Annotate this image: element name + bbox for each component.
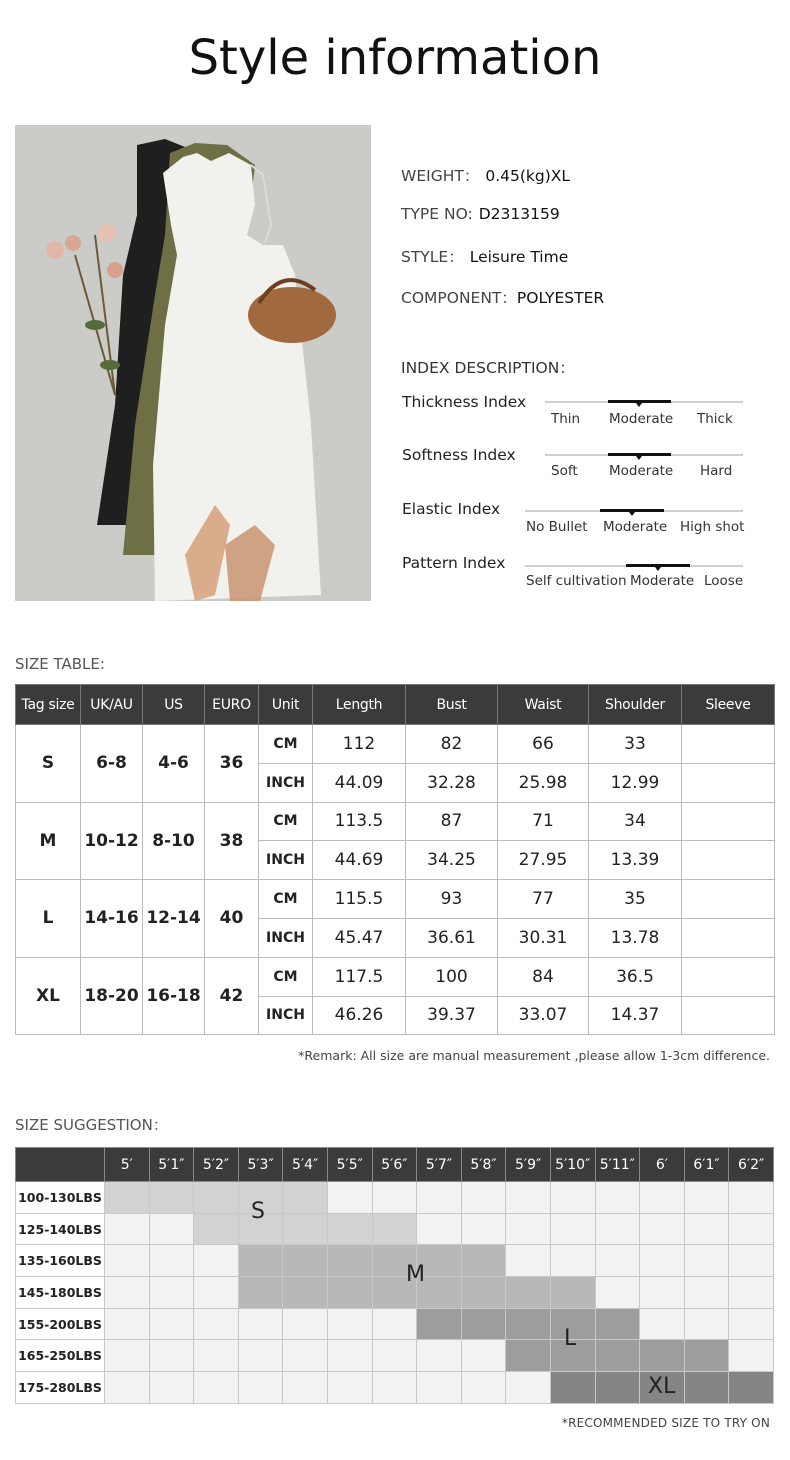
- col-shoulder: Shoulder: [589, 685, 682, 725]
- grid-cell: [729, 1308, 774, 1340]
- grid-cell: [506, 1213, 551, 1245]
- thickness-option-thick: Thick: [697, 411, 733, 427]
- page-title: Style information: [188, 30, 602, 86]
- spec-type-value: D2313159: [478, 205, 560, 223]
- height-col-header: 5′6″: [372, 1148, 417, 1182]
- height-col-header: 5′8″: [461, 1148, 506, 1182]
- col-uk-au: UK/AU: [81, 685, 143, 725]
- grid-cell: [105, 1277, 150, 1309]
- grid-cell: [194, 1340, 239, 1372]
- spec-component: [401, 286, 604, 308]
- bust-cell: 100: [406, 957, 498, 996]
- grid-cell: [640, 1277, 685, 1309]
- grid-cell: [417, 1340, 462, 1372]
- tag-size-cell: M: [16, 802, 81, 880]
- grid-cell: [283, 1340, 328, 1372]
- bust-cell: 93: [406, 880, 498, 919]
- grid-cell: [461, 1372, 506, 1404]
- table-row: [16, 802, 775, 841]
- weight-row-header: 175-280LBS: [16, 1372, 105, 1404]
- grid-cell: [417, 1182, 462, 1214]
- unit-cell: CM: [259, 880, 313, 919]
- length-cell: 113.5: [313, 802, 406, 841]
- grid-cell-s: [194, 1182, 239, 1214]
- softness-option-hard: Hard: [700, 463, 733, 479]
- grid-cell: [327, 1340, 372, 1372]
- col-us: US: [143, 685, 205, 725]
- grid-cell: [105, 1340, 150, 1372]
- grid-cell-s: [283, 1182, 328, 1214]
- softness-index-label: Softness Index: [402, 446, 516, 464]
- grid-cell-l: [595, 1308, 640, 1340]
- table-row: [16, 1245, 774, 1277]
- bust-cell: 32.28: [406, 763, 498, 802]
- grid-cell-xl: [729, 1372, 774, 1404]
- grid-cell-s: [327, 1213, 372, 1245]
- shoulder-cell: 12.99: [589, 763, 682, 802]
- spec-weight-value: 0.45(kg)XL: [485, 167, 571, 185]
- grid-cell: [194, 1245, 239, 1277]
- height-col-header: 5′11″: [595, 1148, 640, 1182]
- grid-cell-l: [595, 1340, 640, 1372]
- grid-cell-m: [327, 1245, 372, 1277]
- spec-type-key: TYPE NO:: [401, 205, 473, 223]
- waist-cell: 25.98: [498, 763, 589, 802]
- shoulder-cell: 13.39: [589, 841, 682, 880]
- waist-cell: 30.31: [498, 918, 589, 957]
- col-tag-size: Tag size: [16, 685, 81, 725]
- grid-cell-m: [327, 1277, 372, 1309]
- grid-cell: [640, 1308, 685, 1340]
- grid-cell: [283, 1308, 328, 1340]
- grid-cell: [640, 1213, 685, 1245]
- sleeve-cell: [682, 802, 775, 841]
- grid-cell: [550, 1182, 595, 1214]
- spec-style: [401, 245, 568, 267]
- grid-cell-s: [105, 1182, 150, 1214]
- grid-cell: [105, 1308, 150, 1340]
- euro-cell: 40: [205, 880, 259, 958]
- us-cell: 16-18: [143, 957, 205, 1035]
- pattern-option-moderate: Moderate: [630, 573, 695, 589]
- table-row: [16, 880, 775, 919]
- euro-cell: 36: [205, 725, 259, 803]
- grid-cell: [105, 1245, 150, 1277]
- grid-cell: [729, 1277, 774, 1309]
- grid-cell: [372, 1372, 417, 1404]
- length-cell: 112: [313, 725, 406, 764]
- height-col-header: 6′2″: [729, 1148, 774, 1182]
- grid-cell: [372, 1308, 417, 1340]
- grid-cell-xl: [595, 1372, 640, 1404]
- table-row: [16, 957, 775, 996]
- weight-row-header: 145-180LBS: [16, 1277, 105, 1309]
- grid-cell: [194, 1277, 239, 1309]
- grid-cell: [640, 1182, 685, 1214]
- product-photo: [15, 125, 371, 601]
- waist-cell: 77: [498, 880, 589, 919]
- height-header-row: [16, 1148, 774, 1182]
- height-col-header: 5′2″: [194, 1148, 239, 1182]
- grid-cell: [595, 1277, 640, 1309]
- softness-option-moderate: Moderate: [609, 463, 674, 479]
- euro-cell: 42: [205, 957, 259, 1035]
- bust-cell: 36.61: [406, 918, 498, 957]
- us-cell: 4-6: [143, 725, 205, 803]
- height-col-header: 5′1″: [149, 1148, 194, 1182]
- col-euro: EURO: [205, 685, 259, 725]
- height-col-header: 5′7″: [417, 1148, 462, 1182]
- grid-cell-l: [461, 1308, 506, 1340]
- grid-cell-l: [506, 1340, 551, 1372]
- thickness-index-marker: [636, 403, 642, 407]
- grid-cell: [729, 1182, 774, 1214]
- sleeve-cell: [682, 996, 775, 1035]
- size-table-heading: SIZE TABLE:: [15, 655, 105, 673]
- table-row: [16, 725, 775, 764]
- length-cell: 45.47: [313, 918, 406, 957]
- elastic-option-high-shot: High shot: [680, 519, 745, 535]
- shoulder-cell: 13.78: [589, 918, 682, 957]
- shoulder-cell: 35: [589, 880, 682, 919]
- grid-cell-l: [684, 1340, 729, 1372]
- table-row: [16, 1308, 774, 1340]
- grid-cell-m: [238, 1245, 283, 1277]
- pattern-index-label: Pattern Index: [402, 554, 506, 572]
- elastic-option-moderate: Moderate: [603, 519, 668, 535]
- grid-cell: [640, 1245, 685, 1277]
- corner-cell: [16, 1148, 105, 1182]
- zone-label-l: L: [564, 1326, 577, 1351]
- table-row: [16, 1213, 774, 1245]
- grid-cell: [461, 1182, 506, 1214]
- table-row: [16, 1182, 774, 1214]
- shoulder-cell: 36.5: [589, 957, 682, 996]
- zone-label-xl: XL: [648, 1374, 676, 1399]
- grid-cell: [684, 1182, 729, 1214]
- uk-au-cell: 14-16: [81, 880, 143, 958]
- thickness-option-moderate: Moderate: [609, 411, 674, 427]
- sleeve-cell: [682, 880, 775, 919]
- pattern-index-marker: [655, 567, 661, 571]
- zone-label-m: M: [406, 1262, 425, 1287]
- weight-row-header: 125-140LBS: [16, 1213, 105, 1245]
- grid-cell: [238, 1372, 283, 1404]
- recommended-note: *RECOMMENDED SIZE TO TRY ON: [561, 1416, 770, 1430]
- bust-cell: 34.25: [406, 841, 498, 880]
- weight-row-header: 155-200LBS: [16, 1308, 105, 1340]
- grid-cell-l: [640, 1340, 685, 1372]
- grid-cell-s: [194, 1213, 239, 1245]
- grid-cell: [595, 1245, 640, 1277]
- index-description-heading: INDEX DESCRIPTION：: [401, 359, 575, 377]
- size-suggestion-heading: SIZE SUGGESTION：: [15, 1116, 168, 1134]
- weight-row-header: 135-160LBS: [16, 1245, 105, 1277]
- thickness-index-label: Thickness Index: [402, 393, 527, 411]
- unit-cell: INCH: [259, 763, 313, 802]
- dress-illustration: [15, 125, 371, 601]
- height-col-header: 5′: [105, 1148, 150, 1182]
- grid-cell: [372, 1182, 417, 1214]
- col-sleeve: Sleeve: [682, 685, 775, 725]
- grid-cell-m: [283, 1277, 328, 1309]
- grid-cell-m: [506, 1277, 551, 1309]
- grid-cell: [595, 1213, 640, 1245]
- grid-cell: [417, 1213, 462, 1245]
- grid-cell: [283, 1372, 328, 1404]
- size-table-header-row: [16, 685, 775, 725]
- unit-cell: INCH: [259, 996, 313, 1035]
- sleeve-cell: [682, 918, 775, 957]
- grid-cell: [684, 1245, 729, 1277]
- grid-cell: [105, 1372, 150, 1404]
- size-suggestion-table: [15, 1147, 774, 1404]
- grid-cell: [327, 1372, 372, 1404]
- softness-option-soft: Soft: [551, 463, 578, 479]
- grid-cell: [194, 1372, 239, 1404]
- bust-cell: 39.37: [406, 996, 498, 1035]
- grid-cell: [238, 1340, 283, 1372]
- grid-cell: [684, 1308, 729, 1340]
- pattern-option-self-cultivation: Self cultivation: [526, 573, 627, 589]
- grid-cell-m: [238, 1277, 283, 1309]
- elastic-index-label: Elastic Index: [402, 500, 501, 518]
- pattern-option-loose: Loose: [704, 573, 744, 589]
- zone-label-s: S: [251, 1199, 265, 1224]
- col-bust: Bust: [406, 685, 498, 725]
- length-cell: 115.5: [313, 880, 406, 919]
- shoulder-cell: 14.37: [589, 996, 682, 1035]
- height-col-header: 5′4″: [283, 1148, 328, 1182]
- grid-cell: [194, 1308, 239, 1340]
- unit-cell: CM: [259, 957, 313, 996]
- grid-cell: [461, 1340, 506, 1372]
- waist-cell: 71: [498, 802, 589, 841]
- grid-cell-s: [372, 1213, 417, 1245]
- shoulder-cell: 34: [589, 802, 682, 841]
- unit-cell: CM: [259, 725, 313, 764]
- grid-cell: [149, 1213, 194, 1245]
- height-col-header: 5′10″: [550, 1148, 595, 1182]
- spec-style-value: Leisure Time: [469, 248, 569, 266]
- table-row: [16, 1277, 774, 1309]
- spec-weight: [401, 164, 570, 186]
- tag-size-cell: S: [16, 725, 81, 803]
- grid-cell: [372, 1340, 417, 1372]
- grid-cell: [105, 1213, 150, 1245]
- sleeve-cell: [682, 725, 775, 764]
- size-table: [15, 684, 775, 1035]
- waist-cell: 33.07: [498, 996, 589, 1035]
- grid-cell-l: [506, 1308, 551, 1340]
- height-col-header: 5′3″: [238, 1148, 283, 1182]
- grid-cell-l: [417, 1308, 462, 1340]
- grid-cell: [506, 1182, 551, 1214]
- tag-size-cell: L: [16, 880, 81, 958]
- grid-cell: [461, 1213, 506, 1245]
- weight-row-header: 100-130LBS: [16, 1182, 105, 1214]
- elastic-index-marker: [629, 512, 635, 516]
- grid-cell: [506, 1372, 551, 1404]
- sleeve-cell: [682, 957, 775, 996]
- sleeve-cell: [682, 841, 775, 880]
- grid-cell: [327, 1182, 372, 1214]
- length-cell: 117.5: [313, 957, 406, 996]
- unit-cell: INCH: [259, 918, 313, 957]
- height-col-header: 6′: [640, 1148, 685, 1182]
- length-cell: 44.69: [313, 841, 406, 880]
- grid-cell: [327, 1308, 372, 1340]
- height-col-header: 6′1″: [684, 1148, 729, 1182]
- grid-cell: [684, 1213, 729, 1245]
- grid-cell: [149, 1308, 194, 1340]
- grid-cell: [729, 1245, 774, 1277]
- grid-cell-m: [461, 1245, 506, 1277]
- uk-au-cell: 6-8: [81, 725, 143, 803]
- spec-component-key: COMPONENT：: [401, 289, 517, 307]
- grid-cell: [729, 1340, 774, 1372]
- grid-cell: [149, 1245, 194, 1277]
- spec-component-value: POLYESTER: [516, 289, 605, 307]
- table-row: [16, 1340, 774, 1372]
- grid-cell: [149, 1372, 194, 1404]
- height-col-header: 5′9″: [506, 1148, 551, 1182]
- bust-cell: 82: [406, 725, 498, 764]
- grid-cell-m: [461, 1277, 506, 1309]
- size-table-remark: *Remark: All size are manual measurement ,please allow 1-3cm difference.: [298, 1048, 770, 1063]
- unit-cell: CM: [259, 802, 313, 841]
- uk-au-cell: 10-12: [81, 802, 143, 880]
- uk-au-cell: 18-20: [81, 957, 143, 1035]
- length-cell: 44.09: [313, 763, 406, 802]
- softness-index-marker: [636, 456, 642, 460]
- grid-cell-xl: [684, 1372, 729, 1404]
- grid-cell: [684, 1277, 729, 1309]
- shoulder-cell: 33: [589, 725, 682, 764]
- waist-cell: 66: [498, 725, 589, 764]
- spec-style-key: STYLE：: [401, 248, 464, 266]
- grid-cell: [149, 1277, 194, 1309]
- grid-cell-m: [283, 1245, 328, 1277]
- grid-cell: [550, 1245, 595, 1277]
- grid-cell: [417, 1372, 462, 1404]
- grid-cell: [550, 1213, 595, 1245]
- col-unit: Unit: [259, 685, 313, 725]
- grid-cell-s: [283, 1213, 328, 1245]
- waist-cell: 84: [498, 957, 589, 996]
- spec-weight-key: WEIGHT：: [401, 167, 480, 185]
- col-waist: Waist: [498, 685, 589, 725]
- grid-cell: [595, 1182, 640, 1214]
- bust-cell: 87: [406, 802, 498, 841]
- grid-cell-m: [550, 1277, 595, 1309]
- grid-cell: [729, 1213, 774, 1245]
- sleeve-cell: [682, 763, 775, 802]
- us-cell: 8-10: [143, 802, 205, 880]
- grid-cell-s: [149, 1182, 194, 1214]
- weight-row-header: 165-250LBS: [16, 1340, 105, 1372]
- grid-cell: [506, 1245, 551, 1277]
- col-length: Length: [313, 685, 406, 725]
- euro-cell: 38: [205, 802, 259, 880]
- unit-cell: INCH: [259, 841, 313, 880]
- height-col-header: 5′5″: [327, 1148, 372, 1182]
- elastic-option-no-bullet: No Bullet: [526, 519, 588, 535]
- grid-cell-xl: [550, 1372, 595, 1404]
- spec-type-no: [401, 205, 560, 223]
- us-cell: 12-14: [143, 880, 205, 958]
- tag-size-cell: XL: [16, 957, 81, 1035]
- grid-cell: [238, 1308, 283, 1340]
- length-cell: 46.26: [313, 996, 406, 1035]
- waist-cell: 27.95: [498, 841, 589, 880]
- thickness-option-thin: Thin: [551, 411, 581, 427]
- grid-cell: [149, 1340, 194, 1372]
